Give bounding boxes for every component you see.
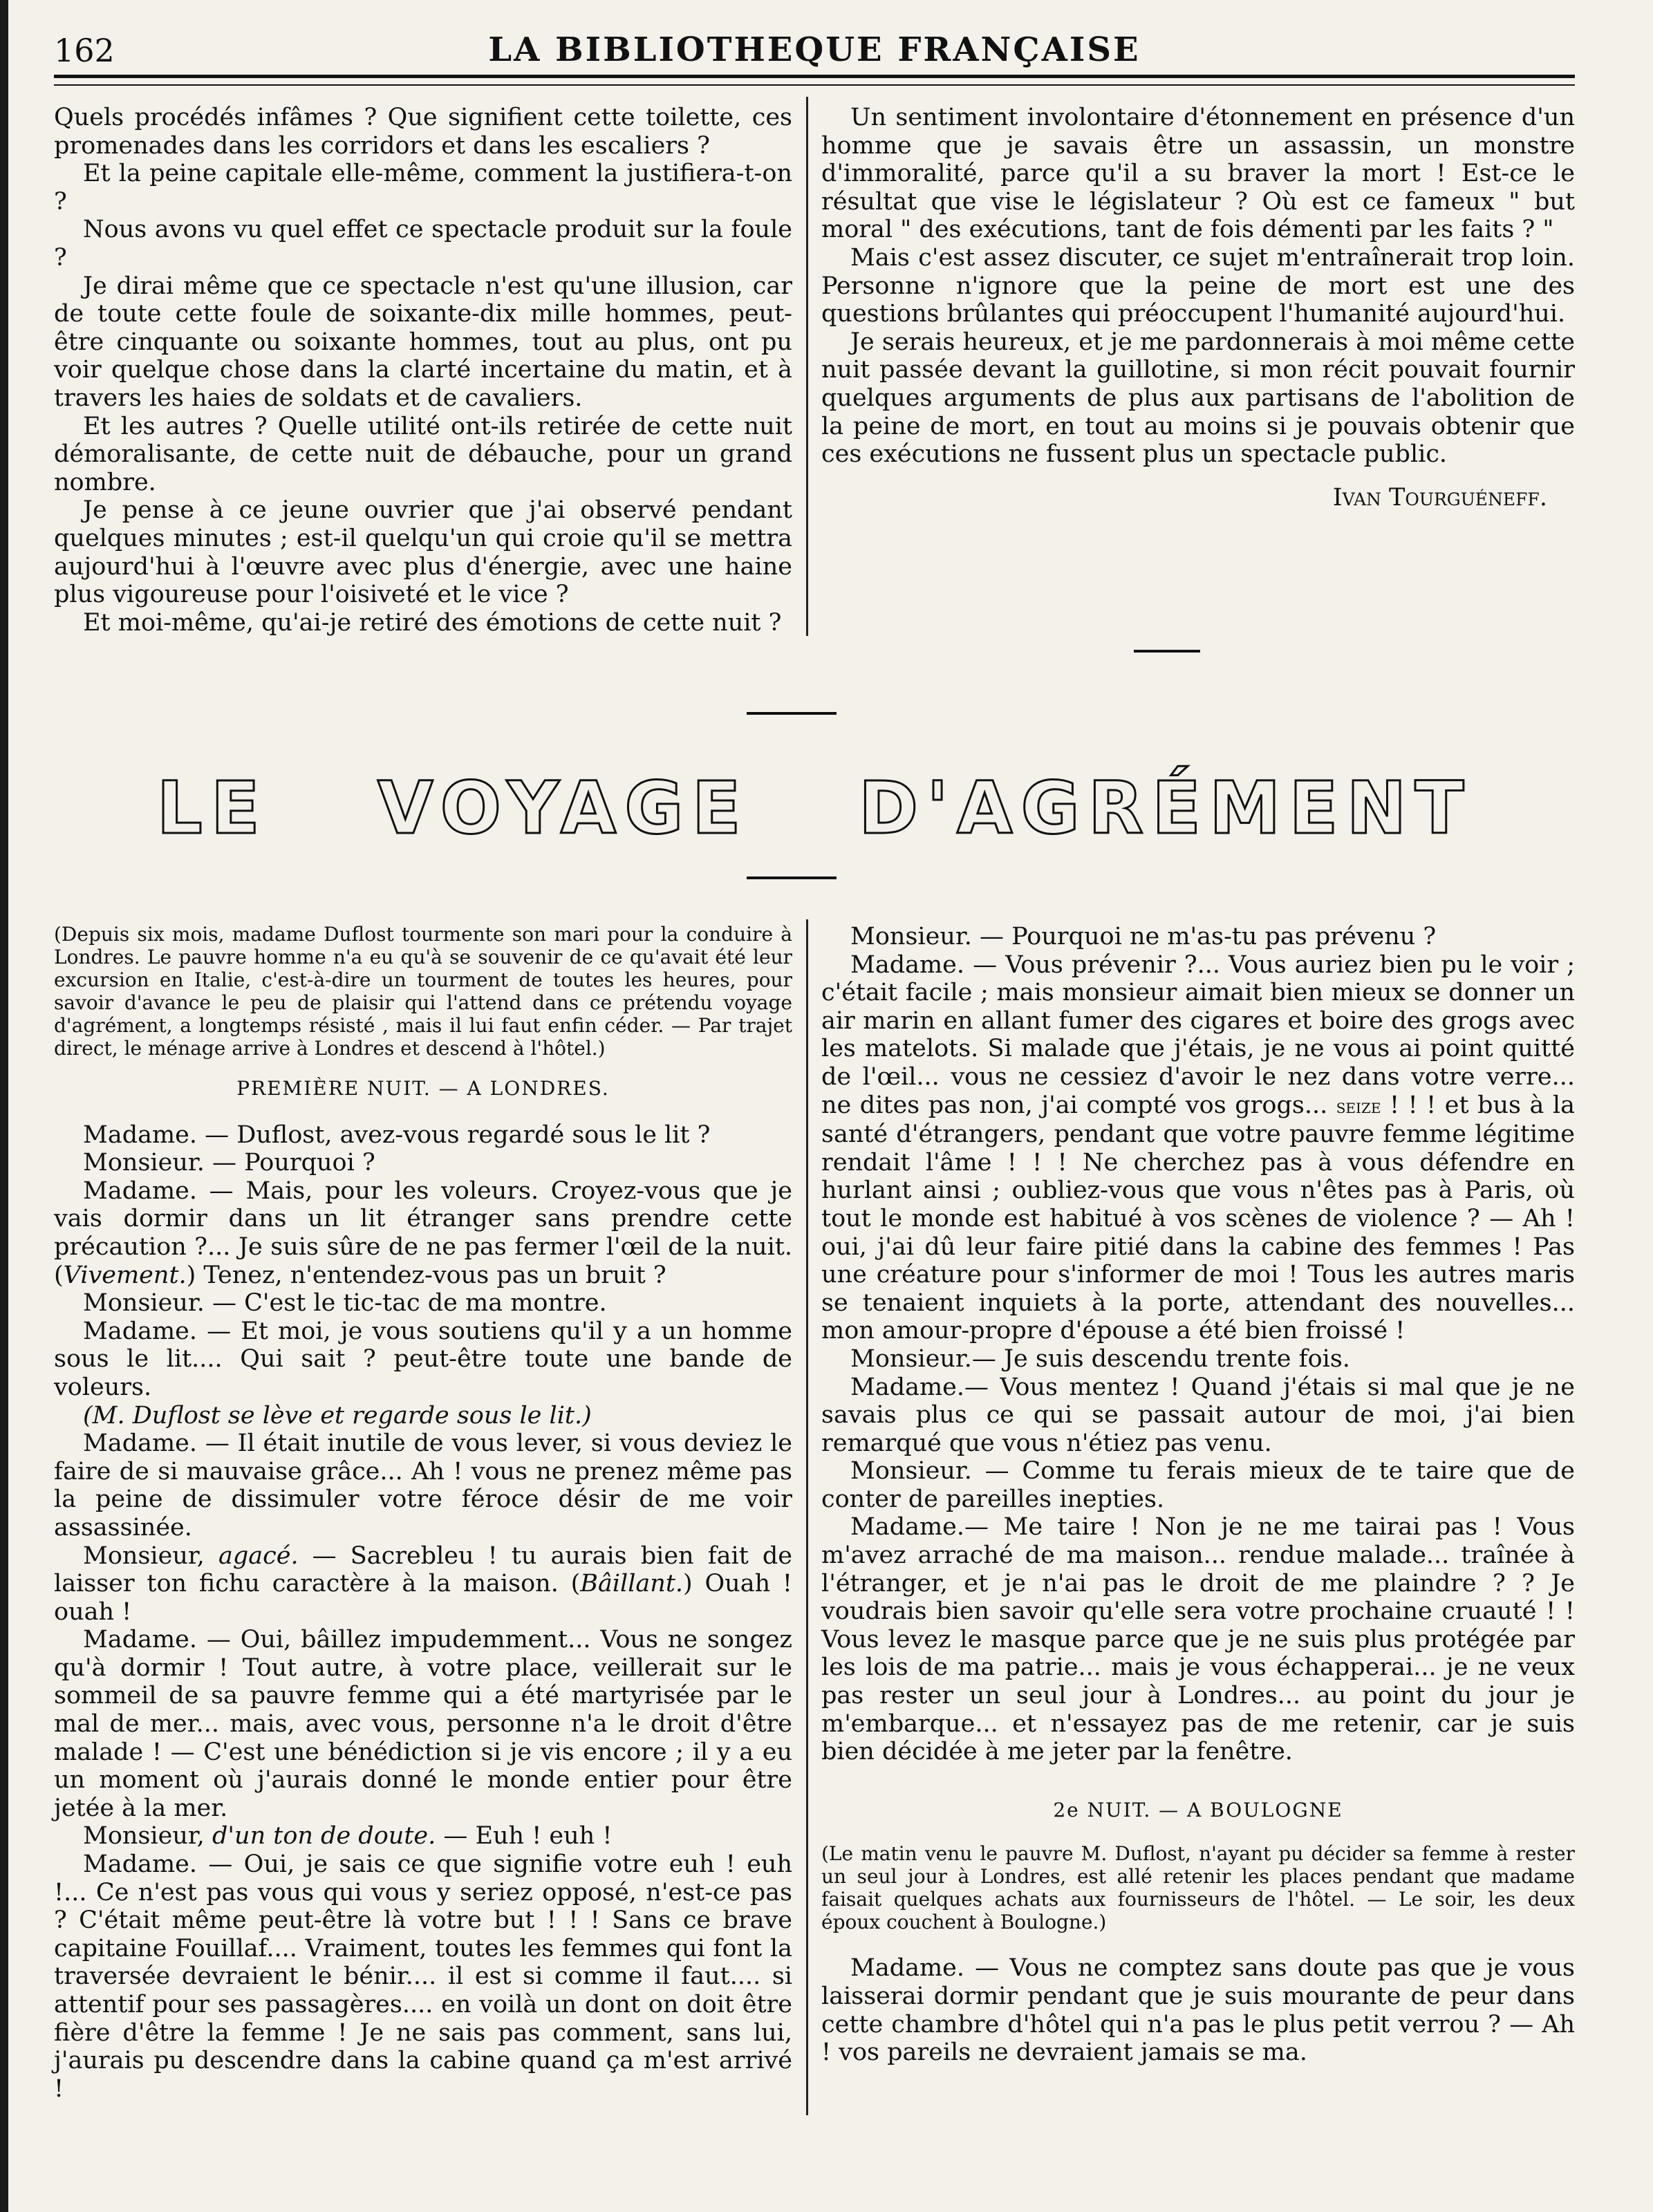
speaker: Madame.	[83, 1121, 198, 1149]
speaker: Madame.	[83, 1850, 198, 1879]
speaker: Madame.	[850, 1373, 965, 1401]
stage-direction: Bâillant.	[580, 1570, 684, 1598]
title-rule-bottom	[747, 877, 837, 879]
dialogue-line: Madame. — Vous ne comptez sans doute pas que je vous laisserai dormir pendant que je suis mourante de peur dans cette chambre d'hôtel qui n'a pas le plus petit verrou ? — Ah ! vos pareils ne devraient jamais se ma.	[821, 1954, 1575, 2067]
speaker: Monsieur,	[83, 1541, 205, 1570]
speaker: Monsieur,	[83, 1822, 205, 1850]
scene-heading: 2e NUIT. — A BOULOGNE	[1053, 1798, 1343, 1821]
speaker: Monsieur.	[850, 1344, 972, 1373]
dialogue-line: Madame. — Et moi, je vous soutiens qu'il y a un homme sous le lit.... Qui sait ? peut-être toute une bande de voleurs.	[54, 1317, 792, 1401]
speaker: Madame.	[850, 950, 965, 979]
speaker: Monsieur.	[83, 1149, 205, 1177]
speaker: Madame.	[850, 1513, 965, 1541]
header-rule-thin	[54, 84, 1575, 86]
speaker: Monsieur.	[850, 923, 972, 950]
dialogue-line: Madame. — Mais, pour les voleurs. Croyez-vous que je vais dormir dans un lit étranger sans prendre cette précaution ?... Je suis sûre de ne pas fermer l'œil de la nuit. (Vivement.) Tenez, n'entendez-vous pas un bruit ?	[54, 1177, 792, 1289]
title-rule-top	[747, 712, 837, 715]
top-right-column	[821, 104, 1575, 512]
dialogue-line: Madame. — Il était inutile de vous lever, si vous deviez le faire de si mauvaise grâce... Ah ! vous ne prenez même pas la peine de dissimuler votre féroce désir de me voir assassinée.	[54, 1430, 792, 1541]
page-number: 162	[54, 32, 115, 69]
speaker: Madame.	[83, 1626, 198, 1654]
paragraph: Je pense à ce jeune ouvrier que j'ai observé pendant quelques minutes ; est-il quelqu'un qui croie qu'il se mettra aujourd'hui à l'œuvre avec plus d'énergie, avec une haine plus vigoureuse pour l'oisiveté et le vice ?	[54, 496, 792, 609]
paragraph: Mais c'est assez discuter, ce sujet m'entraînerait trop loin. Personne n'ignore que la peine de mort est une des questions brûlantes qui préoccupent l'humanité aujourd'hui.	[821, 243, 1575, 328]
author-signature: Ivan Tourguéneff.	[1332, 483, 1547, 512]
stage-direction: (M. Duflost se lève et regarde sous le lit.)	[83, 1401, 592, 1430]
top-left-column	[54, 104, 792, 637]
paragraph: Un sentiment involontaire d'étonnement en présence d'un homme que je savais être un assassin, un monstre d'immoralité, parce qu'il a su braver la mort ! Est-ce le résultat que vise le législateur ? Où est ce fameux " but moral " des exécutions, tant de fois démenti par les faits ? "	[821, 104, 1575, 244]
dialogue-line: Monsieur. — Pourquoi ne m'as-tu pas prévenu ?	[850, 923, 1437, 950]
dialogue-line: Madame. — Vous prévenir ?... Vous auriez bien pu le voir ; c'était facile ; mais monsieur aimait bien mieux se donner un air marin en allant fumer des cigares et boire des grogs avec les matelots. Si malade que j'étais, je ne vous ai point quitté de l'œil... vous ne cessiez d'avoir le nez dans votre verre... ne dites pas non, j'ai compté vos grogs... seize ! ! ! et bus à la santé d'étrangers, pendant que votre pauvre femme légitime rendait l'âme ! ! ! Ne cherchez pas à vous défendre en hurlant ainsi ; oubliez-vous que vous n'êtes pas à Paris, où tout le monde est habitué à vos scènes de violence ? — Ah ! oui, j'ai dû leur faire pitié dans la cabine des femmes ! Pas une créature pour s'informer de moi ! Tous les autres maris se tenaient inquiets à la porte, attendant des nouvelles... mon amour-propre d'épouse a été bien froissé !	[821, 950, 1575, 1345]
dialogue-line: Monsieur. — Comme tu ferais mieux de te taire que de conter de pareilles inepties.	[821, 1457, 1575, 1513]
paragraph: Et moi-même, qu'ai-je retiré des émotions de cette nuit ?	[83, 608, 782, 637]
article-title: LE VOYAGE D'AGRÉMENT	[156, 766, 1473, 850]
paragraph: Je dirai même que ce spectacle n'est qu'une illusion, car de toute cette foule de soixante-dix mille hommes, peut-être cinquante ou soixante hommes, tout au plus, ont pu voir quelque chose dans la clarté incertaine du matin, et à travers les haies de soldats et de cavaliers.	[54, 272, 792, 412]
speaker: Madame.	[83, 1317, 198, 1345]
dialogue-right-column	[821, 923, 1575, 2067]
paragraph: Et les autres ? Quelle utilité ont-ils retirée de cette nuit démoralisante, de cette nuit de débauche, pour un grand nombre.	[54, 412, 792, 496]
paragraph: Quels procédés infâmes ? Que signifient cette toilette, ces promenades dans les corridors et dans les escaliers ?	[54, 104, 792, 160]
dialogue-line: Madame. — Oui, je sais ce que signifie votre euh ! euh !... Ce n'est pas vous qui vous y seriez opposé, n'est-ce pas ? C'était même peut-être là votre but ! ! ! Sans ce brave capitaine Fouillaf.... Vraiment, toutes les femmes qui font la traversée devraient le bénir.... il est si comme il faut.... si attentif pour ses passagères.... en voilà un dont on doit être fière d'être la femme ! Je ne sais pas comment, sans lui, j'aurais pu descendre dans la cabine quand ça m'est arrivé !	[54, 1850, 792, 2103]
stage-note: (Depuis six mois, madame Duflost tourmente son mari pour la conduire à Londres. Le pauvre homme n'a eu qu'à se souvenir de ce qu'avait été leur excursion en Italie, c'est-à-dire un tourment de toutes les heures, pour savoir d'avance le peu de plaisir qui l'attend dans ce prétendu voyage d'agrément, a longtemps résisté , mais il lui faut enfin céder. — Par trajet direct, le ménage arrive à Londres et descend à l'hôtel.)	[54, 923, 792, 1060]
paragraph: Et la peine capitale elle-même, comment la justifiera-t-on ?	[54, 160, 792, 216]
dialogue-left-column	[54, 923, 792, 2103]
dialogue-line: Monsieur, agacé. — Sacrebleu ! tu aurais bien fait de laisser ton fichu caractère à la maison. (Bâillant.) Ouah ! ouah !	[54, 1541, 792, 1626]
column-divider	[806, 97, 808, 636]
end-rule	[1134, 650, 1200, 653]
scene-heading: PREMIÈRE NUIT. — A LONDRES.	[236, 1077, 610, 1100]
dialogue-line: Monsieur, d'un ton de doute. — Euh ! euh !	[83, 1822, 613, 1850]
paragraph: Nous avons vu quel effet ce spectacle produit sur la foule ?	[54, 216, 792, 272]
stage-note: (Le matin venu le pauvre M. Duflost, n'ayant pu décider sa femme à rester un seul jour à Londres, est allé retenir les places pendant que madame faisait quelques achats aux fournisseurs de l'hôtel. — Le soir, les deux époux couchent à Boulogne.)	[821, 1842, 1575, 1934]
dialogue-line: Madame.— Vous mentez ! Quand j'étais si mal que je ne savais plus ce qui se passait autour de moi, j'ai bien remarqué que vous n'étiez pas venu.	[821, 1373, 1575, 1457]
speaker: Madame.	[850, 1954, 965, 1983]
dialogue-line: Monsieur. — C'est le tic-tac de ma montre.	[83, 1289, 607, 1318]
dialogue-line: Madame. — Duflost, avez-vous regardé sous le lit ?	[83, 1121, 711, 1149]
running-title: LA BIBLIOTHEQUE FRANÇAISE	[488, 30, 1141, 69]
speaker: Madame.	[83, 1177, 198, 1205]
stage-direction: Vivement.	[63, 1261, 187, 1289]
page-header	[54, 30, 1575, 72]
column-divider	[806, 919, 808, 2115]
binding-edge	[0, 0, 8, 2212]
dialogue-line: Monsieur.— Je suis descendu trente fois.	[850, 1344, 1350, 1373]
paragraph: Je serais heureux, et je me pardonnerais à moi même cette nuit passée devant la guillotine, si mon récit pouvait fournir quelques arguments de plus aux partisans de l'abolition de la peine de mort, en tout au moins si je pouvais obtenir que ces exécutions ne fussent plus un spectacle public.	[821, 328, 1575, 469]
speaker: Monsieur.	[850, 1457, 972, 1485]
speaker: Monsieur.	[83, 1289, 205, 1318]
header-rule-thick	[54, 75, 1575, 78]
dialogue-line: Monsieur. — Pourquoi ?	[83, 1149, 375, 1177]
dialogue-line: Madame.— Me taire ! Non je ne me tairai pas ! Vous m'avez arraché de ma maison... rendue malade... traînée à l'étranger, et je n'ai pas le droit de me plaindre ? ? Je voudrais bien savoir qu'elle sera votre prochaine cruauté ! ! Vous levez le masque parce que je ne suis plus protégée par les lois de ma patrie... mais je vous échapperai... je ne veux pas rester un seul jour à Londres... au point du jour je m'embarque... et n'essayez pas de me retenir, car je suis bien décidée à me jeter par la fenêtre.	[821, 1513, 1575, 1766]
speaker: Madame.	[83, 1430, 198, 1458]
dialogue-line: Madame. — Oui, bâillez impudemment... Vous ne songez qu'à dormir ! Tout autre, à votre place, veillerait sur le sommeil de sa pauvre femme qui a été martyrisée par le mal de mer... mais, avec vous, personne n'a le droit d'être malade ! — C'est une bénédiction si je vis encore ; il y a eu un moment où j'aurais donné le monde entier pour être jetée à la mer.	[54, 1626, 792, 1822]
